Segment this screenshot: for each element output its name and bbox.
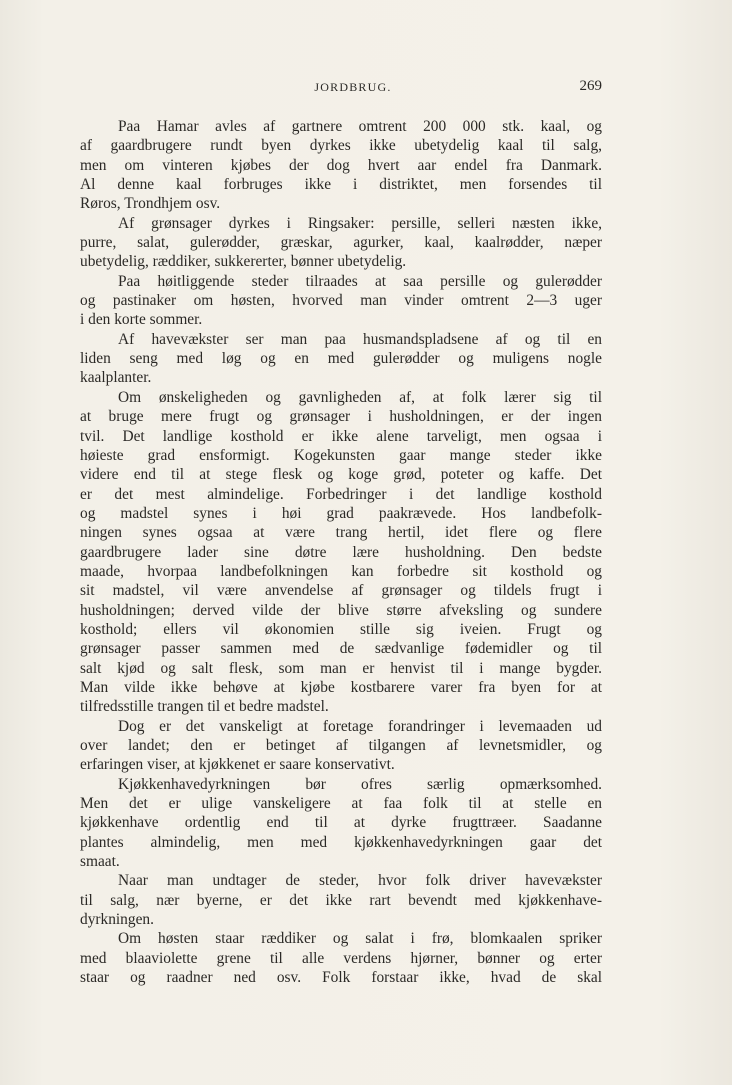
text-line: Paa høitliggende steder tilraades at saa persille og gulerødder: [118, 272, 602, 290]
text-line: over landet; den er betinget af tilgangen af levnetsmidler, og: [80, 737, 602, 754]
body-text: [80, 117, 602, 987]
text-line: husholdningen; derved vilde der blive større afveksling og sundere: [80, 601, 602, 619]
text-line: Paa Hamar avles af gartnere omtrent 200 000 stk. kaal, og: [118, 118, 602, 135]
text-line: Men det er ulige vanskeligere at faa folk til at stelle en: [80, 795, 602, 813]
text-line: af gaardbrugere rundt byen dyrkes ikke ubetydelig kaal til salg,: [80, 137, 602, 155]
text-line: ningen synes ogsaa at være trang hertil, idet flere og flere: [80, 524, 602, 542]
text-line: grønsager passer sammen med de sædvanlige fødemidler og til: [80, 640, 602, 658]
text-line: at bruge mere frugt og grønsager i husholdningen, er der ingen: [80, 408, 602, 426]
text-line: maade, hvorpaa landbefolkningen kan forbedre sit kosthold og: [80, 562, 602, 580]
text-line: og madstel synes i høi grad paakrævede. Hos landbefolk-: [80, 504, 602, 522]
text-line: kosthold; ellers vil økonomien stille sig iveien. Frugt og: [80, 620, 602, 638]
text-line: Af havevækster ser man paa husmandspladsene af og til en: [118, 330, 602, 348]
text-line: Naar man undtager de steder, hvor folk driver havevækster: [118, 872, 602, 890]
text-line: liden seng med løg og en med gulerødder og muligens nogle: [80, 350, 602, 368]
text-line: plantes almindelig, men med kjøkkenhavedyrkningen gaar det: [80, 833, 602, 851]
text-line: men om vinteren kjøbes der dog hvert aar endel fra Danmark.: [80, 156, 602, 174]
text-line: er det mest almindelige. Forbedringer i det landlige kosthold: [80, 485, 602, 503]
text-line: erfaringen viser, at kjøkkenet er saare konservativt.: [80, 756, 395, 774]
text-line: dyrkningen.: [80, 911, 154, 929]
text-line: Kjøkkenhavedyrkningen bør ofres særlig opmærksomhed.: [118, 775, 602, 793]
text-line: og pastinaker om høsten, hvorved man vinder omtrent 2—3 uger: [80, 292, 602, 310]
text-line: gaardbrugere lader sine døtre lære husholdning. Den bedste: [80, 543, 602, 561]
text-line: kaalplanter.: [80, 369, 152, 387]
running-head: JORDBRUG.: [314, 80, 392, 94]
text-line: ubetydelig, ræddiker, sukkererter, bønner ubetydelig.: [80, 253, 407, 271]
text-line: Af grønsager dyrkes i Ringsaker: persille, selleri næsten ikke,: [118, 214, 602, 232]
text-line: salt kjød og salt flesk, som man er henvist til i mange bygder.: [80, 659, 602, 677]
text-line: høieste grad ensformigt. Kogekunsten gaar mange steder ikke: [80, 446, 602, 464]
text-line: Al denne kaal forbruges ikke i distriktet, men forsendes til: [80, 176, 602, 194]
text-line: sit madstel, vil være anvendelse af grønsager og tildels frugt i: [80, 582, 602, 600]
text-line: staar og raadner ned osv. Folk forstaar ikke, hvad de skal: [80, 969, 602, 987]
text-line: tvil. Det landlige kosthold er ikke alene tarveligt, men ogsaa i: [80, 427, 602, 445]
page-number: 269: [579, 78, 602, 94]
text-line: kjøkkenhave ordentlig end til at dyrke frugttræer. Saadanne: [80, 814, 602, 832]
text-line: Om ønskeligheden og gavnligheden af, at folk lærer sig til: [118, 388, 602, 406]
text-line: Dog er det vanskeligt at foretage forandringer i levemaaden ud: [118, 717, 602, 735]
text-line: purre, salat, gulerødder, græskar, agurker, kaal, kaalrødder, næper: [80, 234, 602, 252]
text-line: i den korte sommer.: [80, 311, 203, 329]
text-line: smaat.: [80, 853, 120, 871]
page-header: [80, 80, 602, 100]
text-line: Man vilde ikke behøve at kjøbe kostbarere varer fra byen for at: [80, 678, 602, 696]
text-line: videre end til at stege flesk og koge grød, poteter og kaffe. Det: [80, 466, 602, 484]
text-line: med blaaviolette grene til alle verdens hjørner, bønner og erter: [80, 949, 602, 967]
text-line: tilfredsstille trangen til et bedre madstel.: [80, 698, 329, 716]
text-line: Om høsten staar ræddiker og salat i frø, blomkaalen spriker: [118, 930, 602, 948]
text-line: til salg, nær byerne, er det ikke rart bevendt med kjøkkenhave-: [80, 891, 602, 909]
text-line: Røros, Trondhjem osv.: [80, 195, 221, 213]
